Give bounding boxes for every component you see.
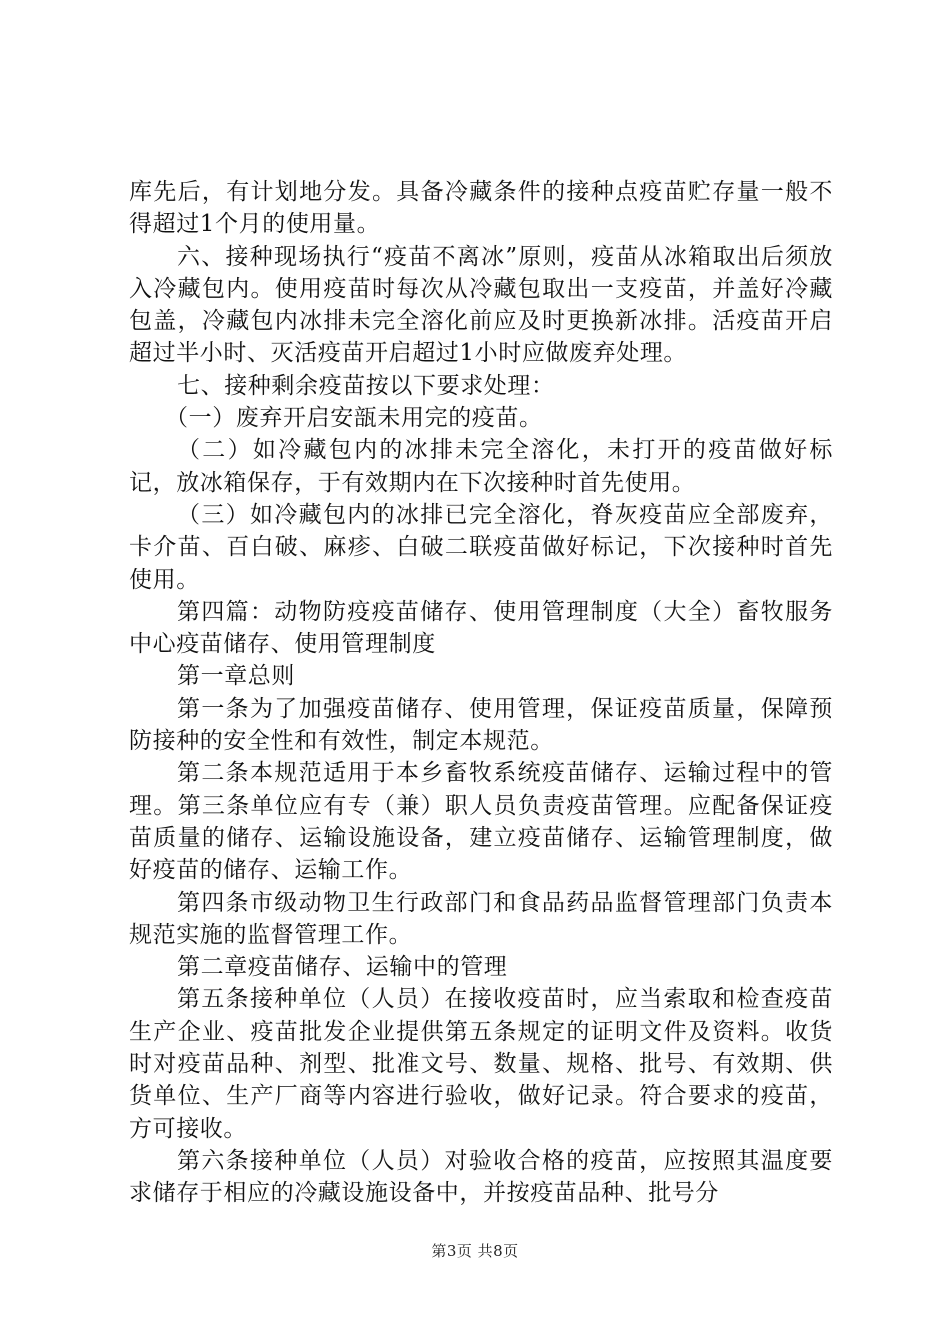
page-number-footer: 第3页 共8页 xyxy=(431,1242,519,1260)
paragraph-continuation: 库先后，有计划地分发。具备冷藏条件的接种点疫苗贮存量一般不得超过1个月的使用量。 xyxy=(129,179,833,238)
paragraph-subitem-3: （三）如冷藏包内的冰排已完全溶化，脊灰疫苗应全部废弃，卡介苗、百白破、麻疹、白破二联疫苗做好标记，下次接种时首先使用。 xyxy=(129,501,833,593)
paragraph-subitem-1: （一）废弃开启安瓿未用完的疫苗。 xyxy=(165,405,543,432)
chapter-heading-1: 第一章总则 xyxy=(177,663,295,690)
document-body xyxy=(129,176,833,1210)
article-2-3: 第二条本规范适用于本乡畜牧系统疫苗储存、运输过程中的管理。第三条单位应有专（兼）职人员负责疫苗管理。应配备保证疫苗质量的储存、运输设施设备，建立疫苗储存、运输管理制度，做好疫苗的储存、运输工作。 xyxy=(129,760,833,884)
paragraph-item-7: 七、接种剩余疫苗按以下要求处理： xyxy=(177,372,555,399)
paragraph-subitem-2: （二）如冷藏包内的冰排未完全溶化，未打开的疫苗做好标记，放冰箱保存，于有效期内在下次接种时首先使用。 xyxy=(129,437,833,496)
article-6: 第六条接种单位（人员）对验收合格的疫苗，应按照其温度要求储存于相应的冷藏设施设备中，并按疫苗品种、批号分 xyxy=(129,1147,833,1207)
chapter-heading-2: 第二章疫苗储存、运输中的管理 xyxy=(177,954,508,981)
section-title-part-4: 第四篇：动物防疫疫苗储存、使用管理制度（大全）畜牧服务中心疫苗储存、使用管理制度 xyxy=(129,598,833,658)
paragraph-item-6: 六、接种现场执行“疫苗不离冰”原则，疫苗从冰箱取出后须放入冷藏包内。使用疫苗时每次从冷藏包取出一支疫苗，并盖好冷藏包盖，冷藏包内冰排未完全溶化前应及时更换新冰排。活疫苗开启超过半小时、灭活疫苗开启超过1小时应做废弃处理。 xyxy=(129,243,833,367)
article-5: 第五条接种单位（人员）在接收疫苗时，应当索取和检查疫苗生产企业、疫苗批发企业提供第五条规定的证明文件及资料。收货时对疫苗品种、剂型、批准文号、数量、规格、批号、有效期、供货单位、生产厂商等内容进行验收，做好记录。符合要求的疫苗，方可接收。 xyxy=(129,986,833,1142)
article-4: 第四条市级动物卫生行政部门和食品药品监督管理部门负责本规范实施的监督管理工作。 xyxy=(129,889,833,948)
article-1: 第一条为了加强疫苗储存、使用管理，保证疫苗质量，保障预防接种的安全性和有效性，制定本规范。 xyxy=(129,695,833,755)
